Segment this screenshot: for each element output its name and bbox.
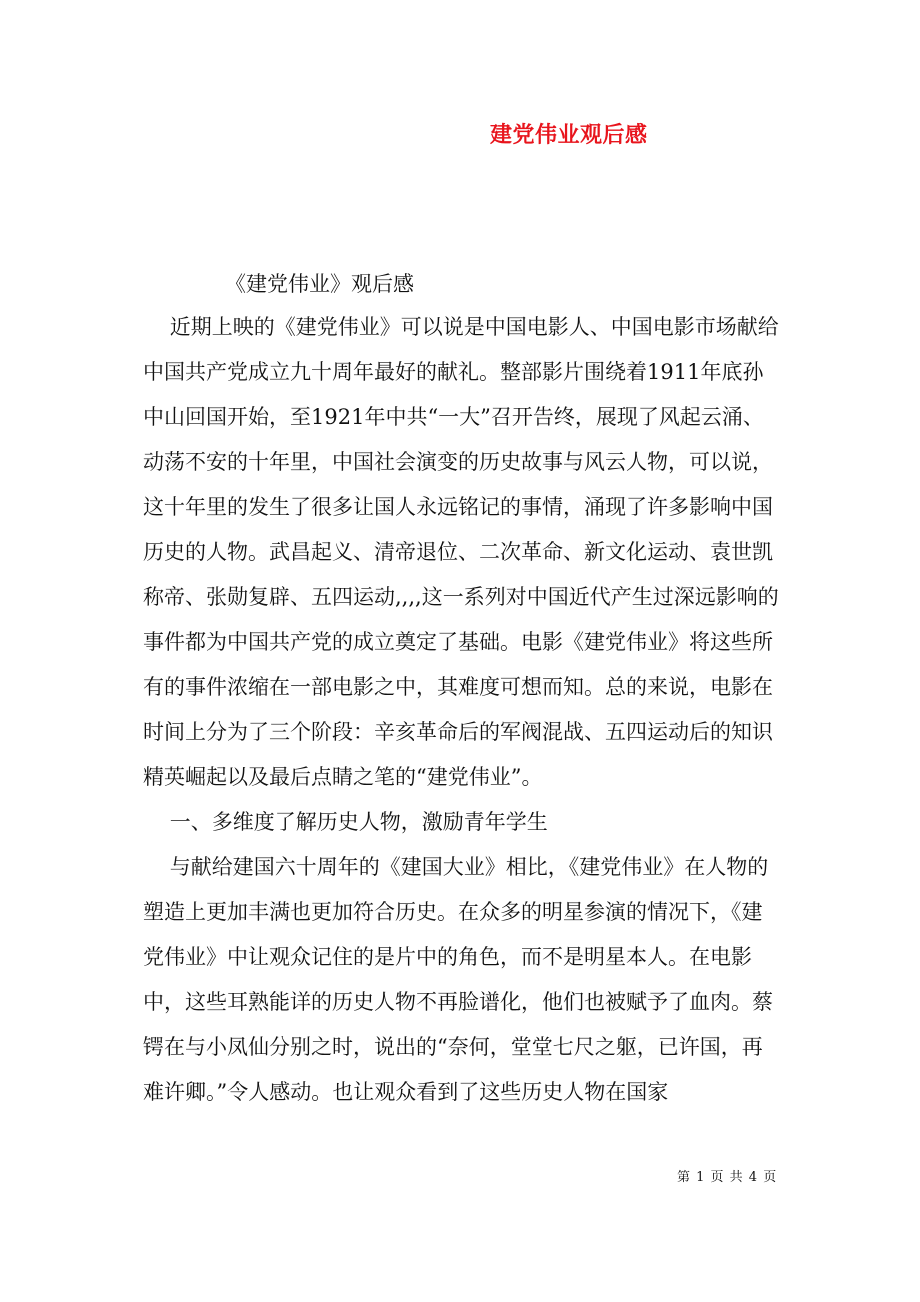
paragraph: 近期上映的《建党伟业》可以说是中国电影人、中国电影市场献给中国共产党成立九十周年最好的献礼。整部影片围绕着1911年底孙中山回国开始，至1921年中共“一大”召开告终，展现了风起云涌、动荡不安的十年里，中国社会演变的历史故事与风云人物，可以说，这十年里的发生了很多让国人永远铭记的事情，涌现了许多影响中国历史的人物。武昌起义、清帝退位、二次革命、新文化运动、袁世凯称帝、张勋复辟、五四运动,,,,这一系列对中国近代产生过深远影响的事件都为中国共产党的成立奠定了基础。电影《建党伟业》将这些所有的事件浓缩在一部电影之中，其难度可想而知。总的来说，电影在时间上分为了三个阶段：辛亥革命后的军阀混战、五四运动后的知识精英崛起以及最后点睛之笔的“建党伟业”。 (143, 315, 779, 789)
document-title: 建党伟业观后感 (490, 122, 648, 148)
section-heading: 一、多维度了解历史人物，激励青年学生 (143, 810, 548, 834)
paragraph: 与献给建国六十周年的《建国大业》相比，《建党伟业》在人物的塑造上更加丰满也更加符合历史。在众多的明星参演的情况下，《建党伟业》中让观众记住的是片中的角色，而不是明星本人。在电影中，这些耳熟能详的历史人物不再脸谱化，他们也被赋予了血肉。蔡锷在与小凤仙分别之时，说出的“奈何，堂堂七尺之躯，已许国，再难许卿。”令人感动。也让观众看到了这些历史人物在国家 (143, 855, 773, 1104)
document-body (143, 305, 783, 1115)
page-number-footer: 第 1 页 共 4 页 (677, 1170, 778, 1185)
document-subtitle: 《建党伟业》观后感 (225, 272, 414, 296)
